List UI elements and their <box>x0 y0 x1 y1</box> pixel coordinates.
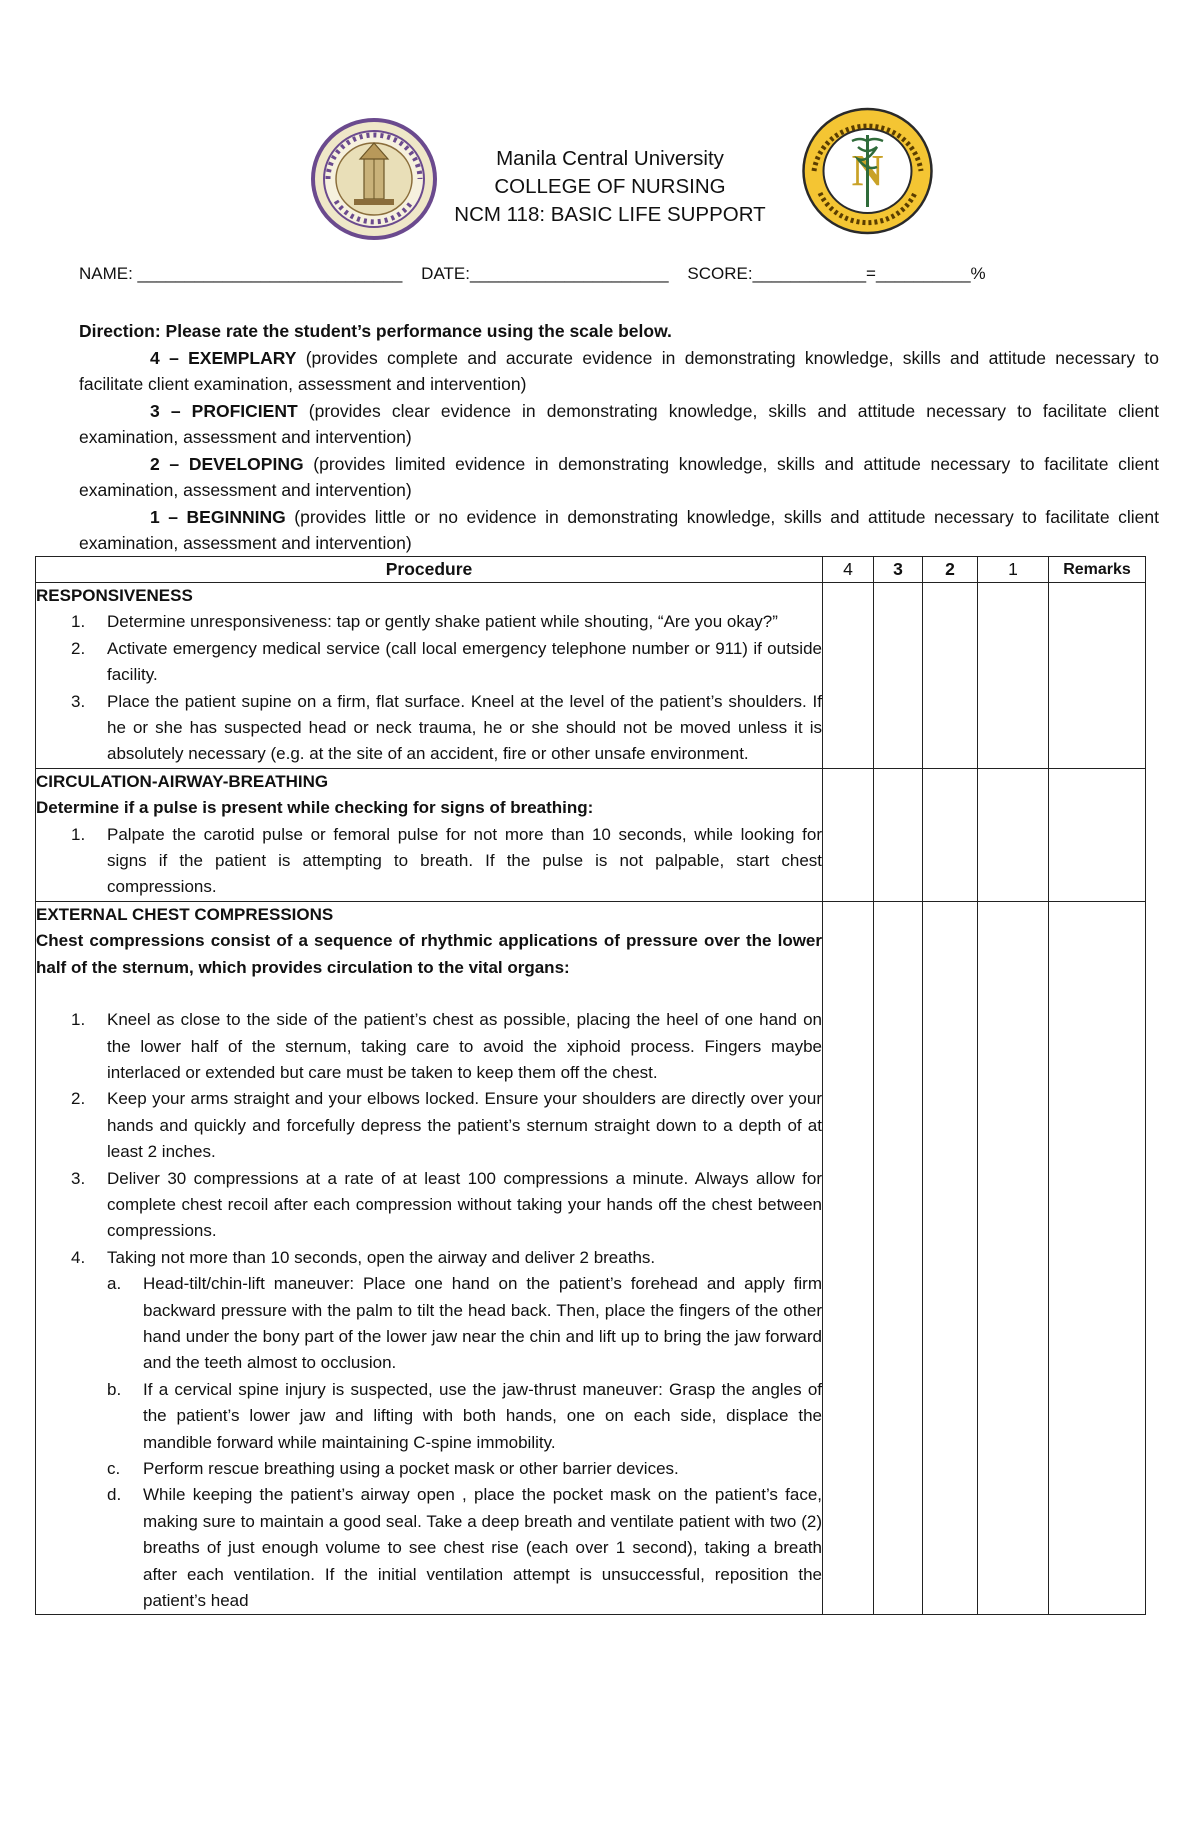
rating-level-1 <box>79 504 1159 557</box>
rating-description: (provides clear evidence in demonstrating knowledge, skills and attitude necessary to facilitate client examination, assessment and intervention) <box>79 400 1159 447</box>
list-item <box>71 1245 822 1615</box>
step-number: 4. <box>71 1247 86 1267</box>
list-item <box>71 1007 822 1086</box>
list-item <box>71 689 822 768</box>
column-header-remarks: Remarks <box>1049 557 1146 583</box>
procedure-cell <box>36 901 823 1615</box>
student-info-fields: NAME: ____________________________ DATE:_____________________ SCORE:____________=__________% <box>79 264 986 283</box>
score-cell-4[interactable] <box>823 768 874 901</box>
rating-description: (provides complete and accurate evidence in demonstrating knowledge, skills and attitude necessary to facilitate client examination, assessment and intervention) <box>79 347 1159 394</box>
substep-list <box>107 1271 822 1614</box>
spacer <box>36 981 822 1007</box>
list-item <box>107 1456 822 1482</box>
score-cell-1[interactable] <box>978 901 1049 1615</box>
step-list <box>36 822 822 901</box>
university-name: Manila Central University <box>496 147 724 170</box>
column-header-3: 3 <box>874 557 923 583</box>
step-text: Kneel as close to the side of the patient’s chest as possible, placing the heel of one hand on the lower half of the sternum, taking care to avoid the xiphoid process. Fingers maybe interlaced or extended but care must be taken to keep them off the chest. <box>107 1010 822 1082</box>
remarks-cell[interactable] <box>1049 583 1146 769</box>
score-cell-2[interactable] <box>923 768 978 901</box>
substep-letter: c. <box>107 1459 121 1478</box>
table-row <box>36 901 1146 1615</box>
step-number: 1. <box>71 612 86 632</box>
rating-label: 4 – EXEMPLARY <box>150 347 297 368</box>
score-cell-2[interactable] <box>923 583 978 769</box>
score-cell-4[interactable] <box>823 583 874 769</box>
document-header <box>380 145 840 229</box>
column-header-4: 4 <box>823 557 874 583</box>
substep-text: While keeping the patient’s airway open , place the pocket mask on the patient’s face, making sure to maintain a good seal. Take a deep breath and ventilate patient with two (2) breaths of just enough volume to see chest rise (each over 1 second), taking a breath after each ventilation. If the initial ventilation attempt is unsuccessful, reposition the patient’s head <box>143 1485 822 1611</box>
table-header-row <box>36 557 1146 583</box>
substep-text: Head-tilt/chin-lift maneuver: Place one hand on the patient’s forehead and apply firm backward pressure with the palm to tilt the head back. Then, place the fingers of the other hand under the bony part of the lower jaw near the chin and lift up to bring the jaw forward and the teeth almost to occlusion. <box>143 1274 822 1373</box>
substep-text: Perform rescue breathing using a pocket mask or other barrier devices. <box>143 1459 679 1478</box>
step-number: 1. <box>71 1010 86 1030</box>
score-cell-3[interactable] <box>874 901 923 1615</box>
step-text: Activate emergency medical service (call local emergency telephone number or 911) if outside facility. <box>107 638 822 685</box>
step-number: 1. <box>71 824 86 844</box>
section-title: CIRCULATION-AIRWAY-BREATHING <box>36 771 329 791</box>
list-item <box>71 822 822 901</box>
procedure-cell <box>36 768 823 901</box>
step-text: Keep your arms straight and your elbows locked. Ensure your shoulders are directly over your hands and quickly and forcefully depress the patient’s sternum straight down to a depth of at least 2 inches. <box>107 1089 822 1162</box>
course-title: NCM 118: BASIC LIFE SUPPORT <box>454 203 766 226</box>
table-row <box>36 768 1146 901</box>
score-cell-2[interactable] <box>923 901 978 1615</box>
step-number: 2. <box>71 638 86 658</box>
column-header-2: 2 <box>923 557 978 583</box>
rating-description: (provides limited evidence in demonstrating knowledge, skills and attitude necessary to facilitate client examination, assessment and intervention) <box>79 453 1159 500</box>
rating-level-3 <box>79 398 1159 451</box>
list-item <box>71 609 822 635</box>
score-cell-1[interactable] <box>978 583 1049 769</box>
remarks-cell[interactable] <box>1049 768 1146 901</box>
score-cell-3[interactable] <box>874 583 923 769</box>
rating-level-4 <box>79 345 1159 398</box>
rating-label: 2 – DEVELOPING <box>150 453 304 474</box>
step-list <box>36 1007 822 1614</box>
list-item <box>71 1166 822 1245</box>
column-header-1: 1 <box>978 557 1049 583</box>
section-title: EXTERNAL CHEST COMPRESSIONS <box>36 904 334 924</box>
procedure-cell <box>36 583 823 769</box>
svg-text:N: N <box>851 146 884 195</box>
list-item <box>107 1482 822 1614</box>
list-item <box>71 636 822 689</box>
direction-title: Direction: Please rate the student’s performance using the scale below. <box>79 321 672 341</box>
list-item <box>71 1086 822 1165</box>
score-cell-1[interactable] <box>978 768 1049 901</box>
college-name: COLLEGE OF NURSING <box>494 175 726 198</box>
section-subtitle: Determine if a pulse is present while checking for signs of breathing: <box>36 798 594 818</box>
substep-letter: d. <box>107 1485 122 1505</box>
remarks-cell[interactable] <box>1049 901 1146 1615</box>
list-item <box>107 1377 822 1456</box>
step-text: Palpate the carotid pulse or femoral pulse for not more than 10 seconds, while looking for signs if the patient is attempting to breath. If the pulse is not palpable, start chest compressions. <box>107 824 822 897</box>
rating-level-2 <box>79 451 1159 504</box>
rating-description: (provides little or no evidence in demonstrating knowledge, skills and attitude necessary to facilitate client examination, assessment and intervention) <box>79 506 1159 553</box>
section-subtitle: Chest compressions consist of a sequence of rhythmic applications of pressure over the lower half of the sternum, which provides circulation to the vital organs: <box>36 931 822 977</box>
list-item <box>107 1271 822 1377</box>
rating-label: 1 – BEGINNING <box>150 506 286 527</box>
step-text: Determine unresponsiveness: tap or gently shake patient while shouting, “Are you okay?” <box>107 612 778 632</box>
evaluation-table <box>35 556 1146 1615</box>
step-list <box>36 609 822 767</box>
substep-text: If a cervical spine injury is suspected, use the jaw-thrust maneuver: Grasp the angles of the patient’s lower jaw and lifting with both hands, one on each side, displace the mandible forward while maintaining C-spine immobility. <box>143 1379 822 1452</box>
step-text: Place the patient supine on a firm, flat surface. Kneel at the level of the patient’s shoulders. If he or she has suspected head or neck trauma, he or she should not be moved unless it is absolutely necessary (e.g. at the site of an accident, fire or other unsafe environment. <box>107 691 822 764</box>
step-number: 3. <box>71 691 86 711</box>
step-number: 3. <box>71 1168 86 1188</box>
score-cell-3[interactable] <box>874 768 923 901</box>
rating-label: 3 – PROFICIENT <box>150 400 298 421</box>
step-number: 2. <box>71 1089 86 1109</box>
column-header-procedure: Procedure <box>36 557 823 583</box>
section-title: RESPONSIVENESS <box>36 586 193 605</box>
substep-letter: b. <box>107 1379 122 1399</box>
score-cell-4[interactable] <box>823 901 874 1615</box>
substep-letter: a. <box>107 1274 122 1294</box>
step-text: Deliver 30 compressions at a rate of at least 100 compressions a minute. Always allow for complete chest recoil after each compression without taking your hands off the chest between compressions. <box>107 1168 822 1241</box>
step-text: Taking not more than 10 seconds, open the airway and deliver 2 breaths. <box>107 1247 656 1267</box>
table-row <box>36 583 1146 769</box>
direction-block <box>79 318 1159 557</box>
